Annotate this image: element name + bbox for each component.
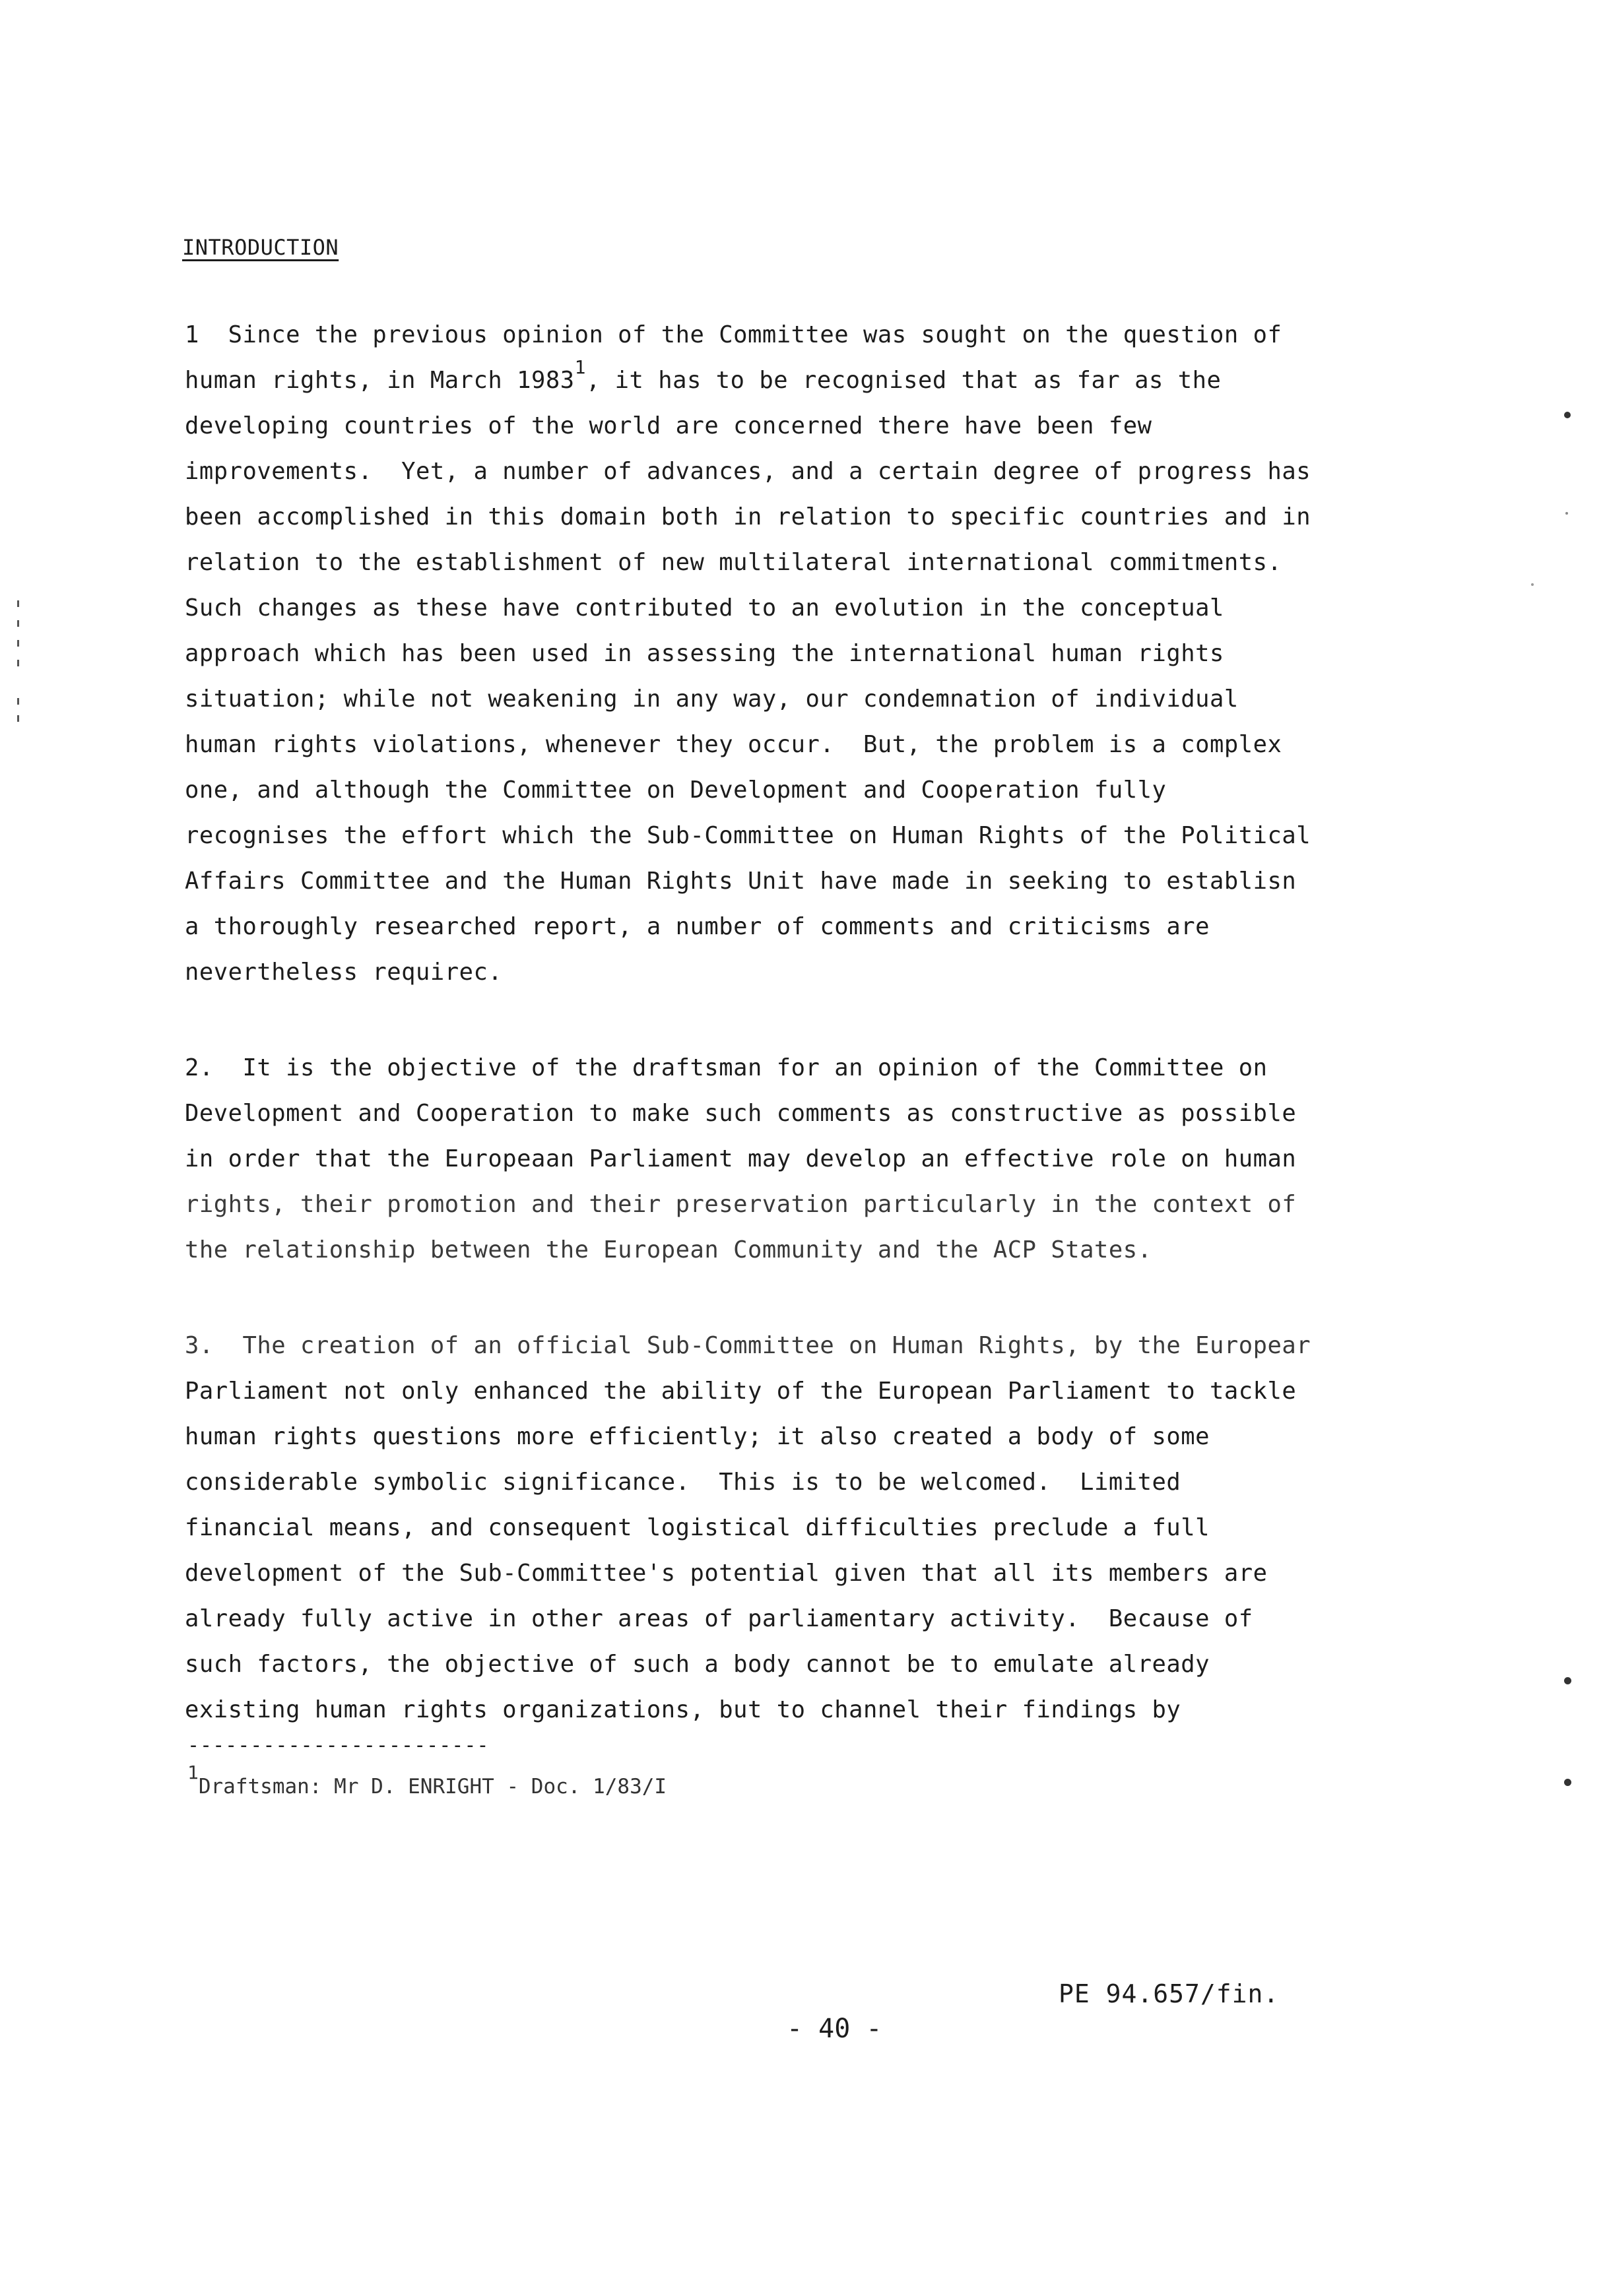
text-line: development of the Sub-Committee's potential given that all its members are xyxy=(185,1560,1268,1587)
text-line: Development and Cooperation to make such comments as constructive as possible xyxy=(185,1100,1297,1127)
text-span: , it has to be recognised that as far as the xyxy=(585,367,1222,394)
text-line: the relationship between the European Community and the ACP States. xyxy=(185,1236,1152,1263)
footnote-marker: 1 xyxy=(187,1762,199,1783)
text-line: 3. The creation of an official Sub-Committee on Human Rights, by the Europear xyxy=(185,1332,1311,1359)
text-line xyxy=(185,356,1222,395)
text-line: such factors, the objective of such a body cannot be to emulate already xyxy=(185,1651,1210,1678)
margin-mark xyxy=(17,600,19,607)
footnote-reference: 1 xyxy=(574,356,586,378)
text-line: 2. It is the objective of the draftsman for an opinion of the Committee on xyxy=(185,1054,1268,1081)
footnote-separator: ------------------------ xyxy=(187,1734,490,1757)
text-line: already fully active in other areas of parliamentary activity. Because of xyxy=(185,1605,1253,1632)
footnote-text: Draftsman: Mr D. ENRIGHT - Doc. 1/83/I xyxy=(198,1775,667,1799)
scan-speck xyxy=(1564,1779,1571,1786)
text-line: approach which has been used in assessing the international human rights xyxy=(185,640,1224,667)
text-line: been accomplished in this domain both in relation to specific countries and in xyxy=(185,503,1311,530)
text-line: financial means, and consequent logistical difficulties preclude a full xyxy=(185,1514,1210,1541)
footnote xyxy=(187,1762,667,1799)
text-line: situation; while not weakening in any way, our condemnation of individual xyxy=(185,686,1239,713)
text-line: rights, their promotion and their preservation particularly in the context of xyxy=(185,1191,1297,1218)
text-line: relation to the establishment of new multilateral international commitments. xyxy=(185,549,1282,576)
text-line: nevertheless requirec. xyxy=(185,959,503,986)
scan-speck xyxy=(1564,412,1571,418)
document-reference: PE 94.657/fin. xyxy=(1059,1979,1280,2008)
text-line: existing human rights organizations, but to channel their findings by xyxy=(185,1696,1181,1723)
scan-speck xyxy=(1565,512,1568,515)
text-line: human rights questions more efficiently; it also created a body of some xyxy=(185,1423,1210,1450)
margin-mark xyxy=(17,715,19,722)
text-line: in order that the Europeaan Parliament may develop an effective role on human xyxy=(185,1145,1297,1172)
text-line: a thoroughly researched report, a number of comments and criticisms are xyxy=(185,913,1210,940)
text-line: developing countries of the world are concerned there have been few xyxy=(185,412,1152,439)
text-span: human rights, in March 1983 xyxy=(185,367,575,394)
margin-mark xyxy=(17,698,19,705)
text-line: one, and although the Committee on Development and Cooperation fully xyxy=(185,777,1167,804)
scan-speck xyxy=(1564,1677,1571,1684)
margin-mark xyxy=(17,640,19,647)
scan-speck xyxy=(1531,583,1534,586)
margin-mark xyxy=(17,620,19,627)
text-line: Parliament not only enhanced the ability of the European Parliament to tackle xyxy=(185,1378,1297,1405)
text-line: improvements. Yet, a number of advances, and a certain degree of progress has xyxy=(185,458,1311,485)
text-line: Affairs Committee and the Human Rights Unit have made in seeking to establisn xyxy=(185,868,1297,895)
text-line: Such changes as these have contributed to an evolution in the conceptual xyxy=(185,594,1224,622)
section-heading: INTRODUCTION xyxy=(182,235,339,260)
margin-mark xyxy=(17,660,19,666)
text-line: considerable symbolic significance. This is to be welcomed. Limited xyxy=(185,1469,1181,1496)
text-line: 1 Since the previous opinion of the Committee was sought on the question of xyxy=(185,321,1282,348)
text-line: recognises the effort which the Sub-Committee on Human Rights of the Political xyxy=(185,822,1311,849)
page-number: - 40 - xyxy=(787,2014,882,2044)
text-line: human rights violations, whenever they occur. But, the problem is a complex xyxy=(185,731,1282,758)
